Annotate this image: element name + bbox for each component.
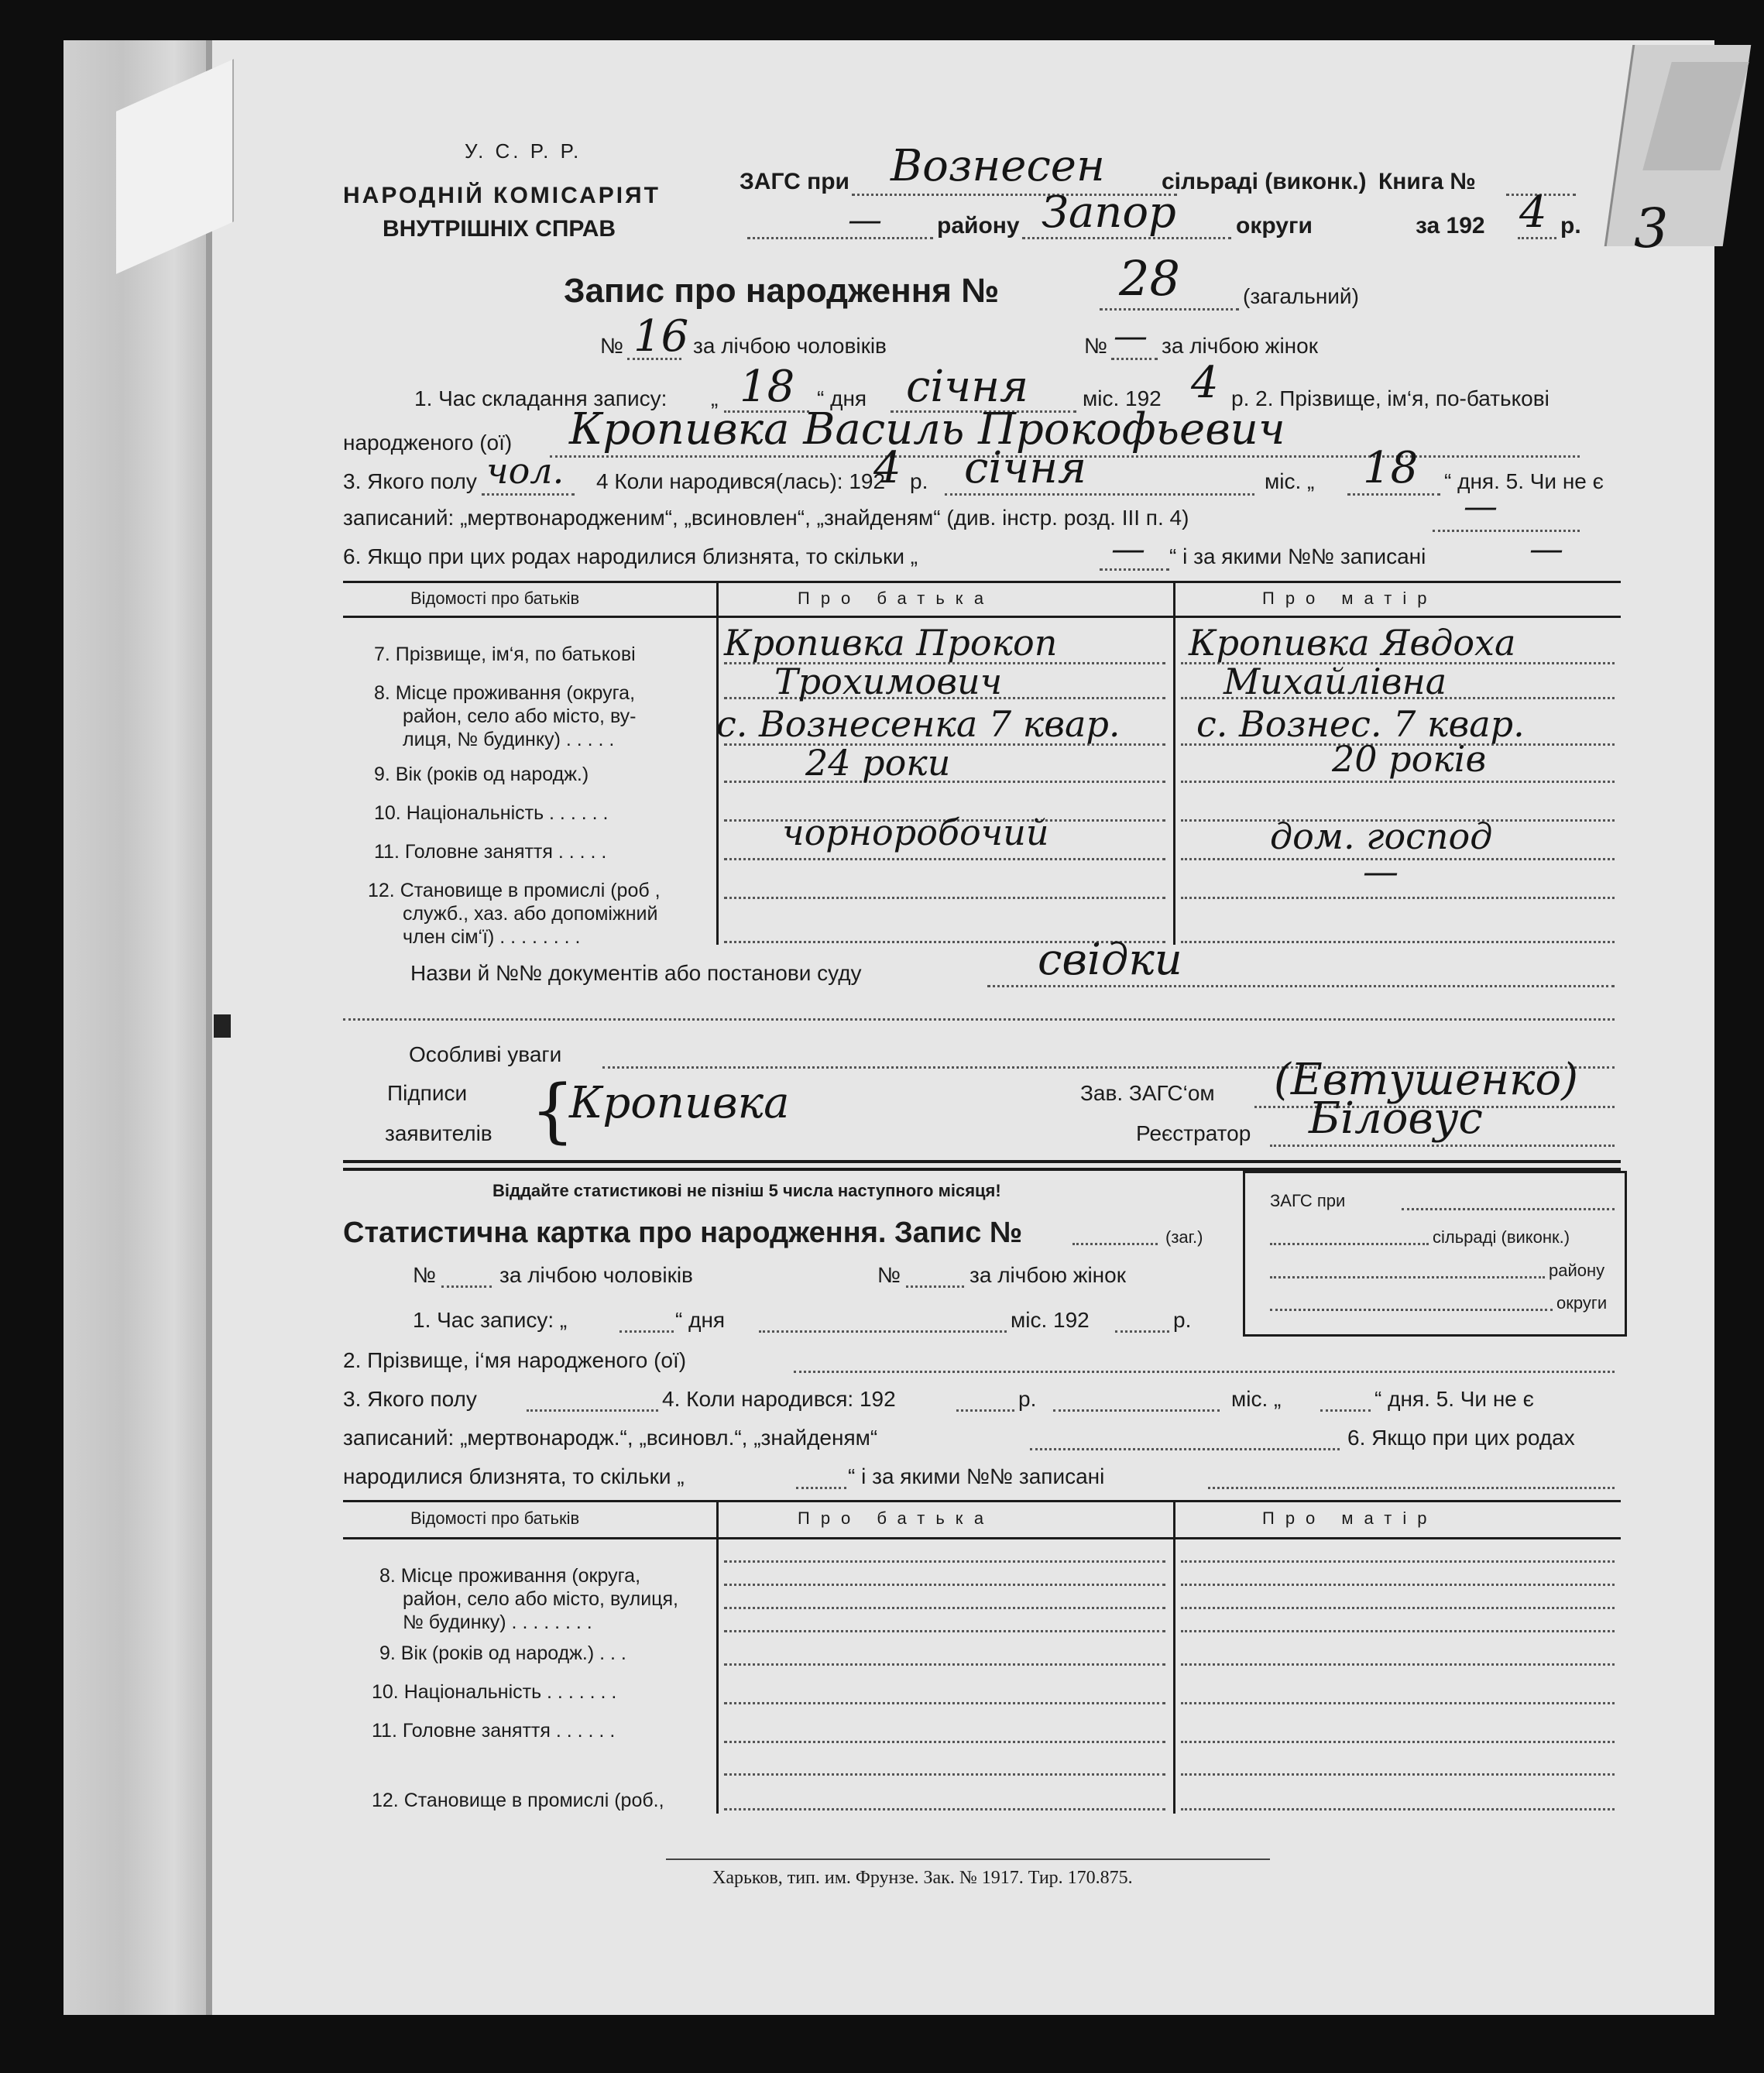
father-name-handwritten-1: Кропивка Прокоп <box>724 622 1058 664</box>
dnya-label: “ дня <box>817 386 867 410</box>
section-separator-1 <box>343 1160 1621 1163</box>
stat-q4-r: р. <box>1018 1387 1037 1411</box>
row-7-label: 7. Прізвище, ім‘я, по батькові <box>374 644 636 665</box>
commissariat-line-1: НАРОДНІЙ КОМІСАРІЯТ <box>343 183 661 208</box>
registrar-label: Реєстратор <box>1136 1121 1251 1145</box>
q5b-label: записаний: „мертвонародженим“, „всиновлен“, „знайденям“ (див. інстр. розд. III п. 4) <box>343 506 1189 530</box>
general-label: (загальний) <box>1243 284 1359 308</box>
row-12-label-a: 12. Становище в промислі (роб , <box>368 880 661 901</box>
year-label: за 192 <box>1416 213 1485 239</box>
stat-row-10-label: 10. Національність . . . . . . . <box>372 1681 617 1703</box>
mother-name-handwritten-2: Михайлівна <box>1223 661 1447 702</box>
mis-label: міс. „ <box>1265 469 1315 493</box>
birth-day-handwritten: 18 <box>1363 443 1419 493</box>
printer-rule <box>666 1858 1270 1860</box>
stat-women-label: за лічбою жінок <box>970 1263 1126 1287</box>
stat-row-8-label-c: № будинку) . . . . . . . . <box>403 1611 592 1633</box>
men-no-handwritten: 16 <box>633 311 689 362</box>
stat-q5-label: “ дня. 5. Чи не є <box>1374 1387 1534 1411</box>
row-10-label: 10. Національність . . . . . . <box>374 802 609 824</box>
stat-zag-label: (заг.) <box>1165 1227 1203 1247</box>
month-handwritten: січня <box>906 362 1029 412</box>
rayon-dash: — <box>848 201 882 240</box>
stat-q6-label: 6. Якщо при цих родах <box>1347 1426 1575 1450</box>
men-count-label: за лічбою чоловіків <box>693 334 887 358</box>
sex-handwritten: чол. <box>486 450 565 492</box>
q2-label: р. 2. Прізвище, ім‘я, по-батькові <box>1231 386 1550 410</box>
docs-label: Назви й №№ документів або постанови суду <box>410 961 862 985</box>
silradi-label: сільраді (виконк.) <box>1162 169 1367 194</box>
stat-r: р. <box>1173 1308 1192 1332</box>
women-no-label: № <box>1084 334 1108 358</box>
stat-mis-q: міс. „ <box>1231 1387 1282 1411</box>
q6b-handwritten: — <box>1529 530 1563 569</box>
stat-q5b-label: записаний: „мертвонародж.“, „всиновл.“, „знайденям“ <box>343 1426 878 1450</box>
signatures-brace: { <box>530 1070 575 1151</box>
box-silradi-label: сільраді (виконк.) <box>1433 1227 1570 1247</box>
stat-row-9-label: 9. Вік (років од народж.) . . . <box>379 1642 626 1664</box>
stat-row-8-label-a: 8. Місце проживання (округа, <box>379 1565 641 1587</box>
mother-place-handwritten: с. Вознес. 7 квар. <box>1196 703 1525 745</box>
q3-label: 3. Якого полу <box>343 469 477 493</box>
stat-col-info-header: Відомості про батьків <box>410 1508 580 1528</box>
q6-label: 6. Якщо при цих родах народилися близнята, то скільки „ <box>343 544 918 568</box>
women-no-handwritten: — <box>1114 317 1148 356</box>
stat-q2-label: 2. Прізвище, і‘мя народженого (ої) <box>343 1348 687 1372</box>
applicant-signature: Кропивка <box>569 1078 790 1128</box>
stat-col-father-header: Про батька <box>798 1508 995 1528</box>
q5-handwritten: — <box>1464 487 1498 527</box>
mother-name-handwritten-1: Кропивка Явдоха <box>1189 622 1516 664</box>
signatures-label-1: Підписи <box>387 1081 468 1105</box>
box-okrug-label: округи <box>1556 1293 1608 1313</box>
row-12-label-b: служб., хаз. або допоміжний <box>403 903 658 925</box>
stat-table-top-border <box>343 1500 1621 1502</box>
stat-table-header-border <box>343 1537 1621 1539</box>
q5-label: “ дня. 5. Чи не є <box>1444 469 1604 493</box>
zags-handwritten: Вознесен <box>891 141 1105 191</box>
child-name-handwritten: Кропивка Василь Прокофьевич <box>569 404 1285 455</box>
row-11-label: 11. Головне заняття . . . . . <box>374 841 607 863</box>
stat-mis192: міс. 192 <box>1011 1308 1090 1332</box>
mother-age-handwritten: 20 років <box>1332 738 1487 780</box>
stat-row-11-label: 11. Головне заняття . . . . . . <box>372 1720 616 1742</box>
stat-col-mother-header: Про матір <box>1262 1508 1438 1528</box>
rayonu-label: району <box>937 213 1020 239</box>
stat-q6b-label: народилися близнята, то скільки „ <box>343 1464 685 1488</box>
head-zags-signature: (Евтушенко) <box>1274 1055 1578 1105</box>
stat-row-8-label-b: район, село або місто, вулиця, <box>403 1588 678 1610</box>
stat-notice: Віддайте статистикові не пізніш 5 числа наступного місяця! <box>492 1181 1001 1200</box>
stat-q4-label: 4. Коли народився: 192 <box>662 1387 896 1411</box>
row-8-label-c: лиця, № будинку) . . . . . <box>403 729 615 750</box>
mis-year-label: міс. 192 <box>1083 386 1162 410</box>
stat-dnya: “ дня <box>675 1308 726 1332</box>
printer-imprint: Харьков, тип. им. Фрунзе. Зак. № 1917. Тир. 170.875. <box>712 1868 1133 1888</box>
zags-pry-label: ЗАГС при <box>740 169 849 194</box>
stat-row-12-label: 12. Становище в промислі (роб., <box>372 1790 664 1811</box>
q1-label: 1. Час складання запису: <box>414 386 668 410</box>
col-info-header: Відомості про батьків <box>410 589 580 608</box>
ussr-label: У. С. Р. Р. <box>465 139 582 163</box>
men-no-label: № <box>600 334 624 358</box>
father-place-handwritten: с. Вознесенка 7 квар. <box>716 703 1121 745</box>
mother-job-handwritten: дом. господ <box>1270 815 1493 857</box>
year-r: р. <box>1560 213 1581 239</box>
q4-r-label: р. <box>910 469 928 493</box>
stat-men-label: за лічбою чоловіків <box>499 1263 693 1287</box>
mother-dash-handwritten: — <box>1363 850 1399 892</box>
row-8-label-b: район, село або місто, ву- <box>403 705 637 727</box>
stat-title: Статистична картка про народження. Запис № <box>343 1217 1023 1249</box>
binding-notch <box>214 1014 231 1038</box>
stat-q1-label: 1. Час запису: „ <box>413 1308 568 1332</box>
book-label: Книга № <box>1378 169 1476 194</box>
stat-men-no: № <box>413 1263 437 1287</box>
year-handwritten: 4 <box>1519 187 1547 238</box>
stat-q6c-label: “ і за якими №№ записані <box>848 1464 1105 1488</box>
binding-strip <box>63 40 211 2015</box>
row-9-label: 9. Вік (років од народж.) <box>374 764 589 785</box>
okrugy-label: округи <box>1236 213 1313 239</box>
born-label: народженого (ої) <box>343 431 513 455</box>
birth-year-handwritten: 4 <box>873 443 901 493</box>
q6b-label: “ і за якими №№ записані <box>1169 544 1426 568</box>
registrar-signature: Біловус <box>1309 1093 1483 1144</box>
binding-edge <box>206 40 212 2015</box>
q4-label: 4 Коли народився(лась): 192 <box>596 469 886 493</box>
document-page <box>63 40 1714 2015</box>
q6-handwritten: — <box>1111 530 1145 569</box>
stat-q3-label: 3. Якого полу <box>343 1387 477 1411</box>
head-zags-label: Зав. ЗАГС‘ом <box>1080 1081 1215 1105</box>
record-number-handwritten: 28 <box>1119 250 1180 307</box>
record-title: Запис про народження № <box>564 272 1000 310</box>
father-age-handwritten: 24 роки <box>805 742 951 784</box>
father-name-handwritten-2: Трохимович <box>774 661 1003 702</box>
box-zags-label: ЗАГС при <box>1270 1191 1346 1210</box>
year-record-handwritten: 4 <box>1191 358 1219 408</box>
commissariat-line-2: ВНУТРІШНІХ СПРАВ <box>383 216 616 242</box>
day-handwritten: 18 <box>740 362 795 412</box>
col-father-header: Про батька <box>798 589 995 608</box>
women-count-label: за лічбою жінок <box>1162 334 1318 358</box>
table-header-border <box>343 616 1621 618</box>
signatures-label-2: заявителів <box>385 1121 492 1145</box>
row-8-label-a: 8. Місце проживання (округа, <box>374 682 636 704</box>
stat-women-no: № <box>877 1263 901 1287</box>
birth-month-handwritten: січня <box>964 443 1087 493</box>
margin-number: 3 <box>1634 197 1669 260</box>
rayon-handwritten: Запор <box>1042 187 1176 238</box>
table-top-border <box>343 581 1621 583</box>
row-12-label-c: член сім‘ї) . . . . . . . . <box>403 926 581 948</box>
father-job-handwritten: чорноробочий <box>782 812 1049 853</box>
col-mother-header: Про матір <box>1262 589 1438 608</box>
box-rayon-label: району <box>1549 1261 1605 1280</box>
docs-handwritten: свідки <box>1038 935 1182 985</box>
remarks-label: Особливі уваги <box>409 1042 562 1066</box>
